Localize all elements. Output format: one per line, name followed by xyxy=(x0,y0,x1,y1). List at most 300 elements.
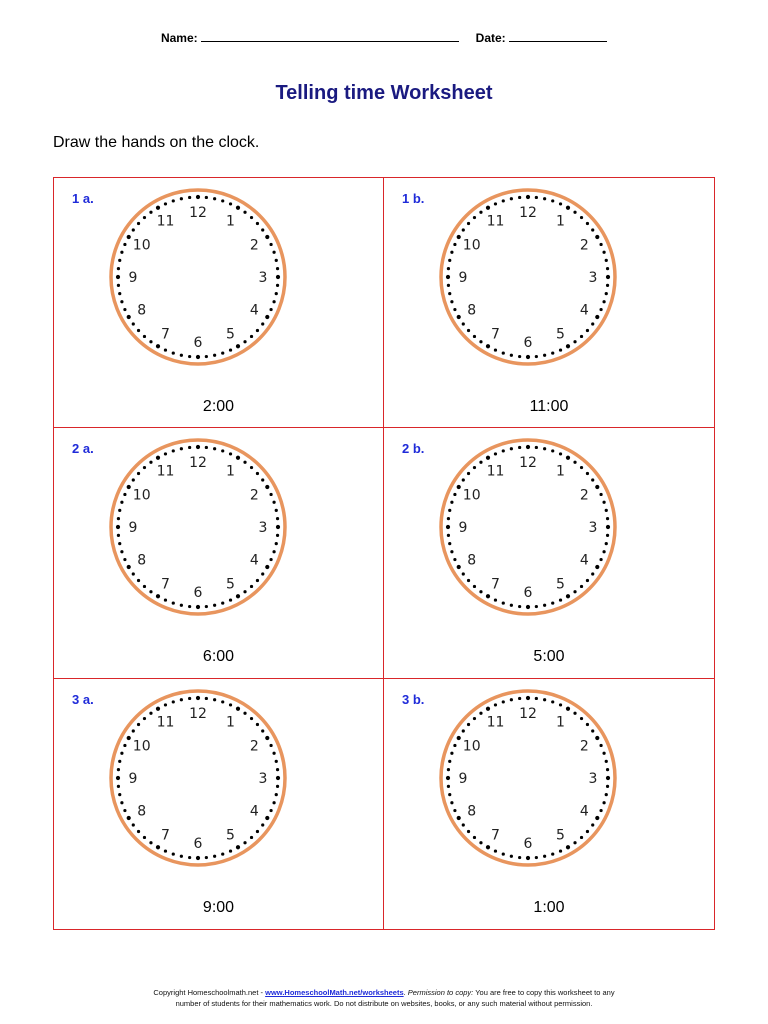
minute-dot xyxy=(229,849,232,852)
minute-dot xyxy=(494,849,497,852)
minute-dot xyxy=(606,267,609,270)
minute-dot xyxy=(261,729,264,732)
clock-number: 7 xyxy=(491,326,500,343)
instruction-text: Draw the hands on the clock. xyxy=(53,134,260,151)
minute-dot xyxy=(256,579,259,582)
minute-dot xyxy=(543,197,546,200)
clock-number: 5 xyxy=(226,576,235,593)
minute-dot xyxy=(551,450,554,453)
minute-dot xyxy=(510,447,513,450)
minute-dot xyxy=(599,493,602,496)
minute-dot xyxy=(116,776,120,780)
minute-dot xyxy=(467,579,470,582)
minute-dot xyxy=(275,259,278,262)
minute-dot xyxy=(196,696,200,700)
copyright-text: Copyright Homeschoolmath.net - xyxy=(153,988,264,997)
minute-dot xyxy=(137,222,140,225)
minute-dot xyxy=(467,830,470,833)
minute-dot xyxy=(188,355,191,358)
minute-dot xyxy=(172,351,175,354)
minute-dot xyxy=(236,706,240,710)
minute-dot xyxy=(450,251,453,254)
clock-number: 8 xyxy=(137,302,147,319)
minute-dot xyxy=(116,525,120,529)
minute-dot xyxy=(535,446,538,449)
clock-face xyxy=(436,686,620,870)
minute-dot xyxy=(551,351,554,354)
minute-dot xyxy=(595,315,599,319)
clock-number: 10 xyxy=(462,487,481,504)
clock-number: 4 xyxy=(249,302,259,319)
minute-dot xyxy=(510,698,513,701)
minute-dot xyxy=(580,836,583,839)
minute-dot xyxy=(123,493,126,496)
clock-number: 1 xyxy=(556,714,565,731)
minute-dot xyxy=(502,351,505,354)
problem-cell xyxy=(54,178,384,428)
minute-dot xyxy=(605,759,608,762)
minute-dot xyxy=(447,517,450,520)
minute-dot xyxy=(559,599,562,602)
minute-dot xyxy=(265,565,269,569)
minute-dot xyxy=(595,565,599,569)
minute-dot xyxy=(156,206,160,210)
minute-dot xyxy=(453,308,456,311)
minute-dot xyxy=(462,729,465,732)
minute-dot xyxy=(559,202,562,205)
minute-dot xyxy=(117,784,120,787)
permission-text-line2: number of students for their mathematics work. Do not distribute on websites, books, or any such material without permission. xyxy=(175,999,593,1008)
clock-number: 7 xyxy=(161,826,170,843)
minute-dot xyxy=(457,315,461,319)
minute-dot xyxy=(526,355,530,359)
permission-label: Permission to copy: xyxy=(407,988,474,997)
minute-dot xyxy=(606,517,609,520)
minute-dot xyxy=(221,852,224,855)
minute-dot xyxy=(221,199,224,202)
minute-dot xyxy=(450,550,453,553)
minute-dot xyxy=(526,696,530,700)
minute-dot xyxy=(602,251,605,254)
minute-dot xyxy=(205,605,208,608)
clock-number: 9 xyxy=(128,270,138,286)
minute-dot xyxy=(272,251,275,254)
clock-number: 11 xyxy=(156,714,175,731)
minute-dot xyxy=(156,706,160,710)
time-label: 5:00 xyxy=(533,648,565,666)
minute-dot xyxy=(479,461,482,464)
minute-dot xyxy=(453,243,456,246)
minute-dot xyxy=(269,493,272,496)
minute-dot xyxy=(265,315,269,319)
minute-dot xyxy=(473,585,476,588)
minute-dot xyxy=(467,222,470,225)
clock-number: 11 xyxy=(156,213,175,230)
clock-number: 6 xyxy=(193,835,203,852)
minute-dot xyxy=(453,493,456,496)
minute-dot xyxy=(180,447,183,450)
minute-dot xyxy=(143,836,146,839)
minute-dot xyxy=(606,534,609,537)
minute-dot xyxy=(116,275,120,279)
minute-dot xyxy=(213,197,216,200)
minute-dot xyxy=(543,854,546,857)
minute-dot xyxy=(196,605,200,609)
minute-dot xyxy=(502,199,505,202)
minute-dot xyxy=(586,472,589,475)
minute-dot xyxy=(269,809,272,812)
minute-dot xyxy=(275,759,278,762)
minute-dot xyxy=(149,841,152,844)
minute-dot xyxy=(606,284,609,287)
minute-dot xyxy=(457,235,461,239)
problem-label: 1 b. xyxy=(402,191,425,206)
minute-dot xyxy=(566,595,570,599)
minute-dot xyxy=(123,809,126,812)
clock-number: 12 xyxy=(189,705,207,722)
clock-number: 5 xyxy=(226,826,235,843)
minute-dot xyxy=(551,852,554,855)
minute-dot xyxy=(502,450,505,453)
minute-dot xyxy=(448,509,451,512)
minute-dot xyxy=(543,354,546,357)
clock-face xyxy=(106,185,290,369)
minute-dot xyxy=(486,706,490,710)
minute-dot xyxy=(250,717,253,720)
minute-dot xyxy=(494,453,497,456)
minute-dot xyxy=(229,599,232,602)
clock-number: 7 xyxy=(161,326,170,343)
minute-dot xyxy=(188,446,191,449)
minute-dot xyxy=(236,845,240,849)
minute-dot xyxy=(149,211,152,214)
minute-dot xyxy=(164,849,167,852)
minute-dot xyxy=(573,590,576,593)
minute-dot xyxy=(265,816,269,820)
minute-dot xyxy=(486,344,490,348)
minute-dot xyxy=(586,830,589,833)
clock-number: 8 xyxy=(137,803,147,820)
minute-dot xyxy=(276,768,279,771)
minute-dot xyxy=(510,604,513,607)
minute-dot xyxy=(462,823,465,826)
minute-dot xyxy=(180,604,183,607)
minute-dot xyxy=(479,211,482,214)
minute-dot xyxy=(205,446,208,449)
name-date-header xyxy=(0,30,768,45)
minute-dot xyxy=(494,599,497,602)
clock-number: 6 xyxy=(523,585,533,602)
minute-dot xyxy=(502,700,505,703)
minute-dot xyxy=(580,335,583,338)
minute-dot xyxy=(599,744,602,747)
minute-dot xyxy=(143,585,146,588)
minute-dot xyxy=(261,573,264,576)
minute-dot xyxy=(551,700,554,703)
clock-number: 4 xyxy=(579,302,589,319)
minute-dot xyxy=(275,509,278,512)
minute-dot xyxy=(137,723,140,726)
minute-dot xyxy=(256,830,259,833)
clock-number: 6 xyxy=(193,335,203,351)
minute-dot xyxy=(256,472,259,475)
minute-dot xyxy=(118,542,121,545)
minute-dot xyxy=(149,340,152,343)
minute-dot xyxy=(486,206,490,210)
minute-dot xyxy=(123,558,126,561)
minute-dot xyxy=(580,717,583,720)
minute-dot xyxy=(447,534,450,537)
minute-dot xyxy=(566,456,570,460)
minute-dot xyxy=(457,816,461,820)
minute-dot xyxy=(123,744,126,747)
minute-dot xyxy=(243,461,246,464)
time-label: 9:00 xyxy=(202,898,235,916)
clock-number: 3 xyxy=(258,770,268,787)
minute-dot xyxy=(446,525,450,529)
minute-dot xyxy=(272,501,275,504)
minute-dot xyxy=(586,222,589,225)
minute-dot xyxy=(573,461,576,464)
clock-number: 1 xyxy=(226,213,235,230)
minute-dot xyxy=(132,823,135,826)
minute-dot xyxy=(595,485,599,489)
clock-number: 5 xyxy=(556,576,565,593)
minute-dot xyxy=(205,696,208,699)
minute-dot xyxy=(120,801,123,804)
minute-dot xyxy=(180,698,183,701)
minute-dot xyxy=(559,348,562,351)
minute-dot xyxy=(243,211,246,214)
minute-dot xyxy=(265,235,269,239)
minute-dot xyxy=(276,776,280,780)
clock-number: 2 xyxy=(579,237,589,254)
clock-number: 10 xyxy=(462,237,481,254)
minute-dot xyxy=(213,447,216,450)
minute-dot xyxy=(462,573,465,576)
clock-number: 4 xyxy=(249,552,259,569)
minute-dot xyxy=(188,856,191,859)
minute-dot xyxy=(605,292,608,295)
minute-dot xyxy=(275,292,278,295)
minute-dot xyxy=(580,466,583,469)
minute-dot xyxy=(535,856,538,859)
clock-number: 3 xyxy=(258,270,268,286)
minute-dot xyxy=(580,216,583,219)
minute-dot xyxy=(132,729,135,732)
minute-dot xyxy=(221,602,224,605)
minute-dot xyxy=(180,197,183,200)
minute-dot xyxy=(117,284,120,287)
date-label: Date: xyxy=(475,31,506,45)
minute-dot xyxy=(272,751,275,754)
clock-number: 9 xyxy=(128,770,138,787)
minute-dot xyxy=(236,456,240,460)
minute-dot xyxy=(586,723,589,726)
problem-cell xyxy=(54,428,384,678)
minute-dot xyxy=(566,206,570,210)
minute-dot xyxy=(457,736,461,740)
problem-cell xyxy=(384,428,714,678)
minute-dot xyxy=(595,235,599,239)
clock-number: 5 xyxy=(556,326,565,343)
minute-dot xyxy=(450,751,453,754)
minute-dot xyxy=(543,447,546,450)
clock-number: 9 xyxy=(128,520,138,537)
minute-dot xyxy=(213,604,216,607)
minute-dot xyxy=(580,585,583,588)
minute-dot xyxy=(448,759,451,762)
minute-dot xyxy=(250,216,253,219)
clock-number: 11 xyxy=(486,714,505,731)
problem-cell xyxy=(384,178,714,428)
minute-dot xyxy=(510,197,513,200)
minute-dot xyxy=(494,348,497,351)
minute-dot xyxy=(599,308,602,311)
minute-dot xyxy=(276,525,280,529)
minute-dot xyxy=(132,479,135,482)
clock-number: 8 xyxy=(137,552,147,569)
minute-dot xyxy=(473,216,476,219)
minute-dot xyxy=(606,784,609,787)
minute-dot xyxy=(236,344,240,348)
minute-dot xyxy=(123,308,126,311)
minute-dot xyxy=(448,542,451,545)
minute-dot xyxy=(462,479,465,482)
minute-dot xyxy=(566,845,570,849)
clock-number: 3 xyxy=(588,770,598,787)
minute-dot xyxy=(591,479,594,482)
minute-dot xyxy=(602,501,605,504)
minute-dot xyxy=(605,542,608,545)
minute-dot xyxy=(188,696,191,699)
minute-dot xyxy=(453,809,456,812)
minute-dot xyxy=(236,206,240,210)
minute-dot xyxy=(117,517,120,520)
name-label: Name: xyxy=(160,31,198,45)
minute-dot xyxy=(143,335,146,338)
clock-number: 10 xyxy=(132,738,151,755)
minute-dot xyxy=(172,199,175,202)
copyright-footer: Copyright Homeschoolmath.net - www.HomeschoolMath.net/worksheets. Permission to copy: You are free to copy this worksheet to any number of students for their mathematics work. Do not distribute on websites, books, or any such material without permission. xyxy=(0,987,768,1009)
minute-dot xyxy=(117,267,120,270)
minute-dot xyxy=(269,308,272,311)
minute-dot xyxy=(467,329,470,332)
minute-dot xyxy=(196,445,200,449)
minute-dot xyxy=(205,196,208,199)
minute-dot xyxy=(591,729,594,732)
minute-dot xyxy=(591,823,594,826)
minute-dot xyxy=(450,300,453,303)
minute-dot xyxy=(606,776,610,780)
clock-number: 12 xyxy=(519,705,537,722)
minute-dot xyxy=(172,450,175,453)
clock-face xyxy=(106,686,290,870)
minute-dot xyxy=(269,243,272,246)
time-label: 1:00 xyxy=(533,898,565,916)
minute-dot xyxy=(605,793,608,796)
minute-dot xyxy=(602,550,605,553)
minute-dot xyxy=(164,453,167,456)
minute-dot xyxy=(448,259,451,262)
minute-dot xyxy=(606,275,610,279)
clock-number: 1 xyxy=(226,714,235,731)
clock-number: 10 xyxy=(462,738,481,755)
minute-dot xyxy=(127,485,131,489)
minute-dot xyxy=(486,845,490,849)
minute-dot xyxy=(156,595,160,599)
minute-dot xyxy=(606,768,609,771)
clock-number: 8 xyxy=(467,803,477,820)
minute-dot xyxy=(236,595,240,599)
minute-dot xyxy=(156,456,160,460)
minute-dot xyxy=(188,605,191,608)
minute-dot xyxy=(453,558,456,561)
minute-dot xyxy=(164,599,167,602)
minute-dot xyxy=(543,604,546,607)
clock-number: 7 xyxy=(161,576,170,593)
minute-dot xyxy=(447,784,450,787)
minute-dot xyxy=(229,453,232,456)
minute-dot xyxy=(229,703,232,706)
clock-number: 2 xyxy=(249,487,259,504)
minute-dot xyxy=(479,340,482,343)
minute-dot xyxy=(205,856,208,859)
minute-dot xyxy=(156,344,160,348)
minute-dot xyxy=(180,854,183,857)
minute-dot xyxy=(188,196,191,199)
minute-dot xyxy=(591,322,594,325)
minute-dot xyxy=(118,509,121,512)
minute-dot xyxy=(599,243,602,246)
clock-number: 2 xyxy=(249,738,259,755)
minute-dot xyxy=(586,579,589,582)
minute-dot xyxy=(591,573,594,576)
minute-dot xyxy=(566,344,570,348)
minute-dot xyxy=(518,446,521,449)
minute-dot xyxy=(123,243,126,246)
minute-dot xyxy=(269,744,272,747)
minute-dot xyxy=(602,751,605,754)
minute-dot xyxy=(510,854,513,857)
minute-dot xyxy=(467,472,470,475)
clock-number: 5 xyxy=(556,826,565,843)
minute-dot xyxy=(272,801,275,804)
clock-number: 4 xyxy=(579,803,589,820)
clock-number: 9 xyxy=(458,520,468,537)
minute-dot xyxy=(149,461,152,464)
minute-dot xyxy=(120,251,123,254)
minute-dot xyxy=(120,501,123,504)
minute-dot xyxy=(127,736,131,740)
worksheet-title: Telling time Worksheet xyxy=(275,82,493,104)
clock-number: 4 xyxy=(249,803,259,820)
minute-dot xyxy=(156,845,160,849)
minute-dot xyxy=(275,793,278,796)
minute-dot xyxy=(172,852,175,855)
clock-number: 6 xyxy=(193,585,203,602)
minute-dot xyxy=(526,856,530,860)
minute-dot xyxy=(462,228,465,231)
minute-dot xyxy=(250,335,253,338)
minute-dot xyxy=(243,841,246,844)
clock-number: 9 xyxy=(458,770,468,787)
clock-number: 2 xyxy=(579,487,589,504)
minute-dot xyxy=(265,485,269,489)
worksheets-link[interactable]: www.HomeschoolMath.net/worksheets xyxy=(265,988,404,997)
clock-number: 10 xyxy=(132,487,151,504)
clock-face xyxy=(436,185,620,369)
